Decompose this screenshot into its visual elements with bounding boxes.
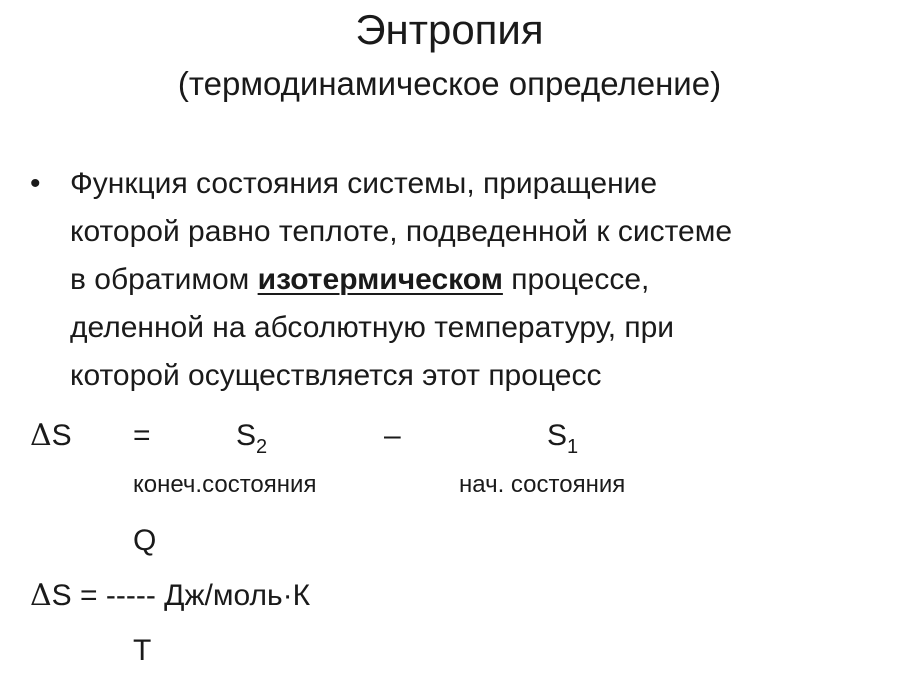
slide-subtitle: (термодинамическое определение) (177, 65, 722, 102)
s1-symbol: S (547, 419, 568, 452)
formula1-minus: – (384, 419, 401, 452)
bullet-line-2: которой равно теплоте, подведенной к системе (70, 215, 733, 248)
formula1-equals: = (133, 419, 151, 452)
formula2-numerator: Q (133, 524, 157, 557)
formula2-main (30, 578, 310, 614)
formula1-s2 (236, 418, 267, 457)
s2-subscript: 2 (256, 436, 268, 458)
label-initial-state: нач. состояния (459, 471, 626, 498)
formula1-lhs (30, 418, 72, 454)
delta-symbol: Δ (30, 418, 52, 453)
bullet-line-5: которой осуществляется этот процесс (70, 359, 602, 392)
bullet-line-4: деленной на абсолютную температуру, при (70, 311, 675, 344)
formula1-s1 (547, 418, 578, 457)
formula2-rest: S = ----- Дж/моль·К (51, 579, 311, 612)
formula2-denominator: T (133, 634, 152, 667)
isothermal-emphasis: изотермическом (257, 263, 503, 296)
bullet-marker: • (30, 167, 41, 200)
bullet-line-3-before: в обратимом (70, 263, 258, 296)
delta-symbol: Δ (30, 578, 52, 613)
slide-title: Энтропия (355, 6, 544, 53)
s2-symbol: S (236, 419, 257, 452)
label-final-state: конеч.состояния (133, 471, 317, 498)
s1-subscript: 1 (567, 436, 579, 458)
bullet-text (70, 160, 890, 400)
bullet-line-1: Функция состояния системы, приращение (70, 167, 658, 200)
bullet-line-3 (70, 256, 890, 304)
bullet-line-3-after: процессе, (502, 263, 650, 296)
formula1-lhs-var: S (51, 419, 72, 452)
